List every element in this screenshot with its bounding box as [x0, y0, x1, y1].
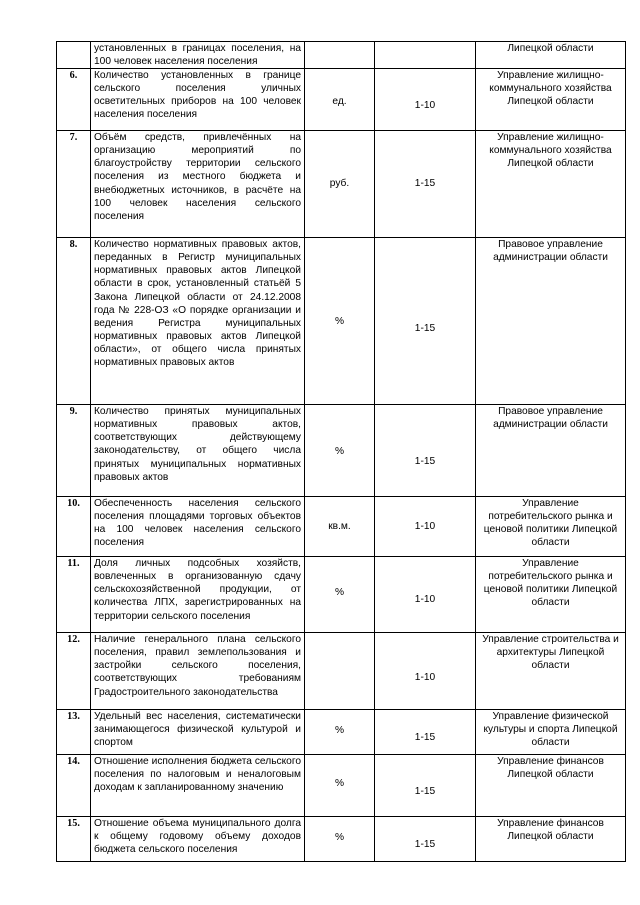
unit-text: %	[334, 832, 345, 844]
unit-cell	[305, 42, 375, 69]
indicator-text: Количество установленных в границе сельского поселения уличных осветительных приборов на 100 человек населения поселения	[91, 69, 305, 131]
row-number: 13.	[57, 710, 91, 755]
responsible-text: Управление потребительского рынка и ценовой политики Липецкой области	[476, 557, 626, 633]
value-text: 1-15	[414, 178, 436, 190]
value-cell	[375, 131, 476, 238]
unit-cell	[305, 405, 375, 497]
unit-cell	[305, 755, 375, 817]
value-text: 1-15	[414, 456, 436, 468]
table-row	[57, 633, 626, 710]
value-cell	[375, 755, 476, 817]
table-row	[57, 497, 626, 557]
responsible-text: Правовое управление администрации области	[476, 238, 626, 405]
unit-text: руб.	[329, 178, 350, 190]
value-cell	[375, 69, 476, 131]
responsible-text: Управление строительства и архитектуры Липецкой области	[476, 633, 626, 710]
indicator-text: Доля личных подсобных хозяйств, вовлеченных в организованную сдачу сельскохозяйственной продукции, от количества ЛПХ, зарегистрированных на территории сельского поселения	[91, 557, 305, 633]
row-number: 9.	[57, 405, 91, 497]
unit-text: %	[334, 446, 345, 458]
responsible-text: Управление физической культуры и спорта Липецкой области	[476, 710, 626, 755]
value-text: 1-10	[414, 672, 436, 684]
unit-text: %	[334, 778, 345, 790]
unit-cell	[305, 557, 375, 633]
value-text: 1-10	[414, 100, 436, 112]
unit-cell	[305, 69, 375, 131]
indicator-text: Количество принятых муниципальных нормативных правовых актов, соответствующих действующему законодательству, от общего числа принятых муниципальных нормативных правовых актов	[91, 405, 305, 497]
responsible-text: Управление финансов Липецкой области	[476, 755, 626, 817]
row-number	[57, 42, 91, 69]
value-text: 1-15	[414, 786, 436, 798]
table-row	[57, 710, 626, 755]
value-text: 1-15	[414, 732, 436, 744]
table-row	[57, 755, 626, 817]
value-text: 1-10	[414, 594, 436, 606]
row-number: 8.	[57, 238, 91, 405]
unit-cell	[305, 710, 375, 755]
row-number: 15.	[57, 817, 91, 862]
value-cell	[375, 42, 476, 69]
indicator-text: Обеспеченность населения сельского поселения площадями торговых объектов на 100 человек населения сельского поселения	[91, 497, 305, 557]
row-number: 10.	[57, 497, 91, 557]
unit-text: ед.	[332, 96, 347, 108]
row-number: 7.	[57, 131, 91, 238]
table-row	[57, 405, 626, 497]
unit-cell	[305, 633, 375, 710]
row-number: 6.	[57, 69, 91, 131]
indicators-table	[56, 41, 626, 862]
value-text: 1-15	[414, 839, 436, 851]
value-cell	[375, 238, 476, 405]
unit-cell	[305, 817, 375, 862]
row-number: 12.	[57, 633, 91, 710]
indicator-text: Объём средств, привлечённых на организацию мероприятий по благоустройству территории сельского поселения из местного бюджета и внебюджетных источников, в расчёте на 100 человек населения сельского поселения	[91, 131, 305, 238]
responsible-text: Управление потребительского рынка и ценовой политики Липецкой области	[476, 497, 626, 557]
responsible-text: Липецкой области	[476, 42, 626, 69]
value-cell	[375, 817, 476, 862]
value-cell	[375, 497, 476, 557]
value-cell	[375, 710, 476, 755]
table-row	[57, 817, 626, 862]
table-row	[57, 42, 626, 69]
row-number: 14.	[57, 755, 91, 817]
unit-cell	[305, 131, 375, 238]
unit-cell	[305, 497, 375, 557]
indicator-text: Удельный вес населения, систематически занимающегося физической культурой и спортом	[91, 710, 305, 755]
unit-text: %	[334, 316, 345, 328]
unit-text: кв.м.	[328, 521, 351, 533]
unit-cell	[305, 238, 375, 405]
responsible-text: Правовое управление администрации области	[476, 405, 626, 497]
value-text: 1-15	[414, 323, 436, 335]
indicator-text: установленных в границах поселения, на 100 человек населения поселения	[91, 42, 305, 69]
unit-text: %	[334, 587, 345, 599]
row-number: 11.	[57, 557, 91, 633]
responsible-text: Управление жилищно-коммунального хозяйства Липецкой области	[476, 69, 626, 131]
value-cell	[375, 405, 476, 497]
unit-text: %	[334, 725, 345, 737]
value-text: 1-10	[414, 521, 436, 533]
value-cell	[375, 557, 476, 633]
indicator-text: Количество нормативных правовых актов, переданных в Регистр муниципальных нормативных правовых актов Липецкой области в срок, установленный статьёй 5 Закона Липецкой области от 24.12.2008 года № 228-ОЗ «О порядке организации и ведения Регистра муниципальных нормативных правовых актов Липецкой области», от общего числа принятых нормативных правовых актов	[91, 238, 305, 405]
value-cell	[375, 633, 476, 710]
indicator-text: Отношение исполнения бюджета сельского поселения по налоговым и неналоговым доходам к запланированному значению	[91, 755, 305, 817]
table-row	[57, 69, 626, 131]
responsible-text: Управление финансов Липецкой области	[476, 817, 626, 862]
table-row	[57, 131, 626, 238]
indicator-text: Наличие генерального плана сельского поселения, правил землепользования и застройки сельского поселения, соответствующих требованиям Градостроительного законодательства	[91, 633, 305, 710]
responsible-text: Управление жилищно-коммунального хозяйства Липецкой области	[476, 131, 626, 238]
table-row	[57, 238, 626, 405]
indicator-text: Отношение объема муниципального долга к общему годовому объему доходов бюджета сельского поселения	[91, 817, 305, 862]
table-row	[57, 557, 626, 633]
